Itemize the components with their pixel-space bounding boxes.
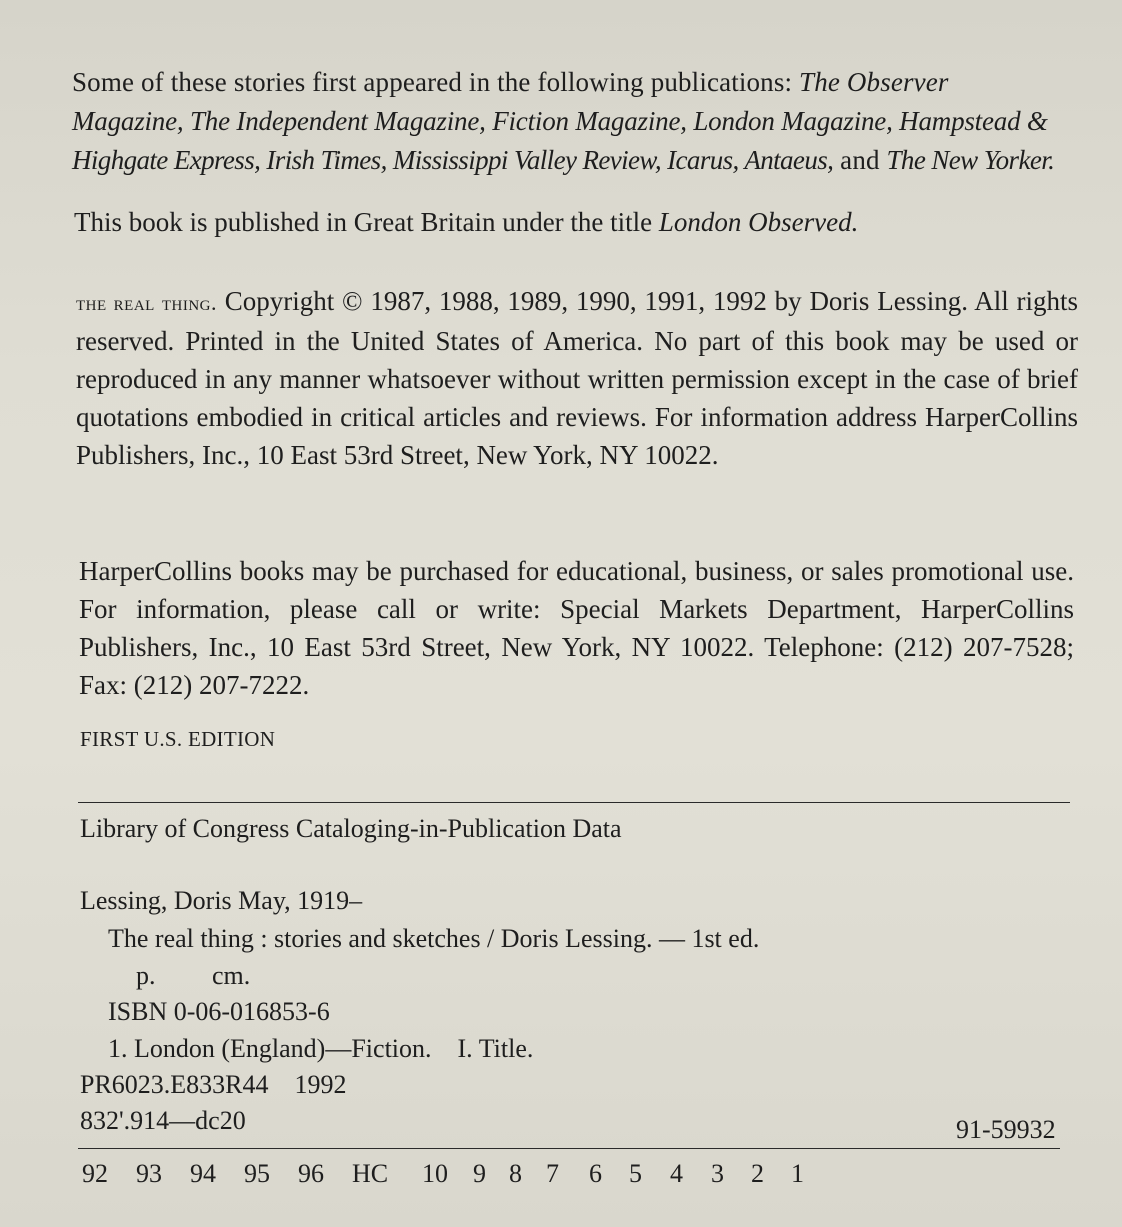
uk-title-note-text: This book is published in Great Britain under the title [74, 207, 659, 237]
cip-lc-class: PR6023.E833R44 1992 [80, 1070, 347, 1099]
cip-pagination-p: p. [136, 961, 156, 990]
cip-author: Lessing, Doris May, 1919– [80, 886, 363, 915]
printing-number: 8 [509, 1159, 522, 1188]
publications-note-line1-italic: The Observer [799, 67, 949, 97]
special-markets-notice [79, 552, 1074, 704]
cip-title-statement: The real thing : stories and sketches / Doris Lessing. — 1st ed. [108, 924, 760, 953]
cip-lccn: 91-59932 [956, 1115, 1056, 1144]
publications-note-line3a: Highgate Express, Irish Times, Mississippi Valley Review, Icarus, Antaeus, [72, 145, 834, 175]
printing-number: 92 [82, 1159, 108, 1188]
show-through-imprint [380, 1098, 390, 1142]
printing-number: 96 [298, 1159, 324, 1188]
uk-title-note-title: London Observed. [658, 207, 859, 237]
edition-text: FIRST U.S. EDITION [80, 727, 276, 751]
copyright-book-title: the real thing. [76, 290, 218, 315]
publications-note-line1: Some of these stories first appeared in the following publications: [72, 67, 800, 97]
printing-number: 3 [711, 1159, 724, 1188]
printing-number: 2 [751, 1159, 764, 1188]
printing-number: 94 [190, 1159, 216, 1188]
uk-title-note [74, 203, 1086, 242]
special-markets-text: HarperCollins books may be purchased for educational, business, or sales promotional use. For information, please call or write: Special Markets Department, HarperCollins Publishers, Inc., 10 East 53rd Street, New York, NY 10022. Telephone: (212) 207-7528; Fax: (212) 207-7222. [79, 556, 1074, 700]
cip-dewey: 832'.914—dc20 [80, 1106, 246, 1135]
cip-isbn: ISBN 0-06-016853-6 [108, 997, 330, 1026]
edition-line [80, 727, 1092, 752]
cip-subjects: 1. London (England)—Fiction. I. Title. [108, 1034, 534, 1063]
publications-note [72, 63, 1084, 180]
printing-number: 9 [473, 1159, 486, 1188]
printing-number: 7 [546, 1159, 559, 1188]
printing-number: 93 [136, 1159, 162, 1188]
cip-heading: Library of Congress Cataloging-in-Publication Data [80, 814, 622, 843]
printing-number: 5 [629, 1159, 642, 1188]
printing-number: 4 [670, 1159, 683, 1188]
printing-number: 6 [589, 1159, 602, 1188]
copyright-text: Copyright © 1987, 1988, 1989, 1990, 1991, 1992 by Doris Lessing. All rights reserved. Printed in the United States of America. No part of this book may be used or reproduced in any manner whatsoever without written permission except in the case of brief quotations embodied in critical articles and reviews. For information address HarperCollins Publishers, Inc., 10 East 53rd Street, New York, NY 10022. [76, 286, 1078, 470]
copyright-notice [76, 282, 1078, 474]
publications-note-line3b: The New Yorker. [886, 145, 1055, 175]
copyright-paragraph [76, 282, 1078, 474]
publications-note-line2: Magazine, The Independent Magazine, Fiction Magazine, London Magazine, Hampstead & [72, 106, 1048, 136]
printing-number: 95 [244, 1159, 270, 1188]
cip-bottom-rule [78, 1148, 1060, 1149]
printing-number: 10 [422, 1159, 448, 1188]
cip-top-rule [78, 802, 1070, 803]
printing-number: 1 [791, 1159, 804, 1188]
publications-note-line3-and: and [833, 145, 887, 175]
cip-pagination-cm: cm. [212, 961, 251, 990]
printing-number: HC [352, 1159, 389, 1188]
